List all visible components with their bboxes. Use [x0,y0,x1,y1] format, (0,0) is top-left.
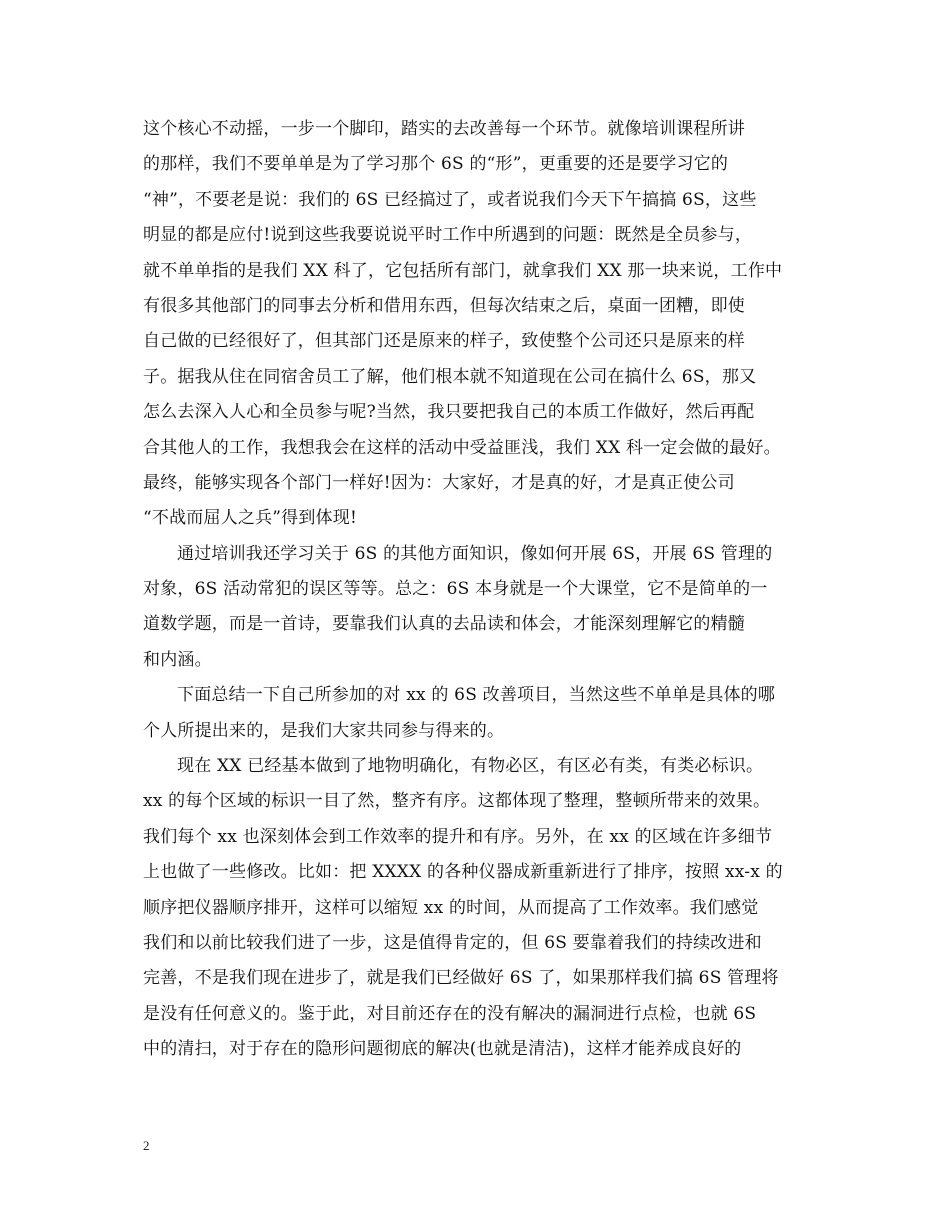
paragraph-start-line: 下面总结一下自己所参加的对 xx 的 6S 改善项目，当然这些不单单是具体的哪 [177,685,776,706]
text-line: 这个核心不动摇，一步一个脚印，踏实的去改善每一个环节。就像培训课程所讲 [143,119,745,139]
text-line: 子。据我从住在同宿舍员工了解，他们根本就不知道现在公司在搞什么 6S，那又 [143,366,757,387]
text-line: 中的清扫，对于存在的隐形问题彻底的解决(也就是清洁)，这样才能养成良好的 [143,1039,742,1060]
text-line: 和内涵。 [143,649,212,670]
text-line: 最终，能够实现各个部门一样好!因为：大家好，才是真的好，才是真正使公司 [143,472,735,493]
text-line: 个人所提出来的，是我们大家共同参与得来的。 [143,720,505,741]
text-line: 是没有任何意义的。鉴于此，对目前还存在的没有解决的漏洞进行点检，也就 6S [143,1003,757,1024]
text-line: 上也做了一些修改。比如：把 XXXX 的各种仪器成新重新进行了排序，按照 xx-x 的 [143,862,783,883]
text-line: 完善，不是我们现在进步了，就是我们已经做好 6S 了，如果那样我们搞 6S 管理将 [143,968,779,989]
text-line: xx 的每个区域的标识一目了然，整齐有序。这都体现了整理，整顿所带来的效果。 [143,791,771,812]
text-line: “不战而屈人之兵”得到体现! [143,508,358,529]
text-line: 顺序把仪器顺序排开，这样可以缩短 xx 的时间，从而提高了工作效率。我们感觉 [143,897,759,918]
page-number: 2 [143,1138,150,1153]
paragraph-start-line: 通过培训我还学习关于 6S 的其他方面知识，像如何开展 6S，开展 6S 管理的 [177,543,773,564]
text-line: 合其他人的工作，我想我会在这样的活动中受益匪浅，我们 XX 科一定会做的最好。 [143,437,781,458]
text-line: 道数学题，而是一首诗，要靠我们认真的去品读和体会，才能深刻理解它的精髓 [143,614,745,635]
text-line: 明显的都是应付!说到这些我要说说平时工作中所遇到的问题：既然是全员参与， [143,225,753,246]
text-line: 怎么去深入人心和全员参与呢?当然，我只要把我自己的本质工作做好，然后再配 [143,402,755,423]
text-line: 的那样，我们不要单单是为了学习那个 6S 的“形”，更重要的还是要学习它的 [143,154,729,175]
text-line: 就不单单指的是我们 XX 科了，它包括所有部门，就拿我们 XX 那一块来说，工作中 [143,260,783,281]
text-line: 对象，6S 活动常犯的误区等等。总之：6S 本身就是一个大课堂，它不是简单的一 [143,579,768,600]
text-line: 有很多其他部门的同事去分析和借用东西，但每次结束之后，桌面一团糟，即使 [143,295,745,316]
paragraph-start-line: 现在 XX 已经基本做到了地物明确化，有物必区，有区必有类，有类必标识。 [177,756,764,777]
text-line: 自己做的已经很好了，但其部门还是原来的样子，致使整个公司还只是原来的样 [143,331,745,352]
body-text [143,112,815,1068]
text-line: “神”，不要老是说：我们的 6S 已经搞过了，或者说我们今天下午搞搞 6S，这些 [143,189,757,210]
text-line: 我们每个 xx 也深刻体会到工作效率的提升和有序。另外，在 xx 的区域在许多细节 [143,826,773,847]
text-line: 我们和以前比较我们进了一步，这是值得肯定的，但 6S 要靠着我们的持续改进和 [143,932,762,953]
